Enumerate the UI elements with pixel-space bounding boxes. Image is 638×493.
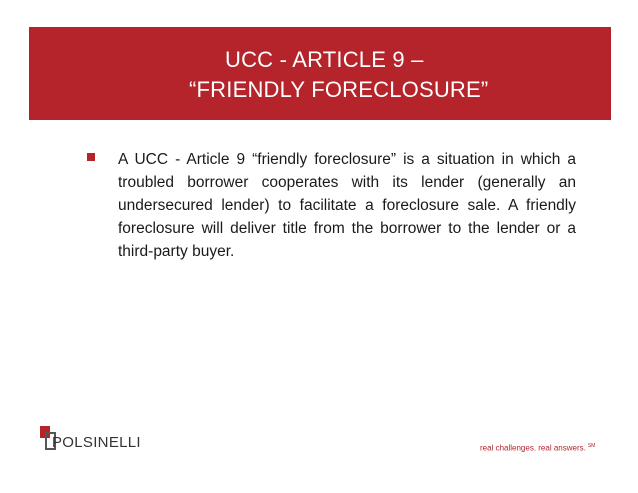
slide-title-line-1: UCC - ARTICLE 9 – <box>225 47 424 72</box>
slide-title-line-2: “FRIENDLY FORECLOSURE” <box>189 77 489 102</box>
polsinelli-logo <box>40 426 170 452</box>
title-banner <box>29 27 611 120</box>
tagline-text: real challenges. real answers. <box>480 443 586 453</box>
bullet-text: A UCC - Article 9 “friendly foreclosure” is a situation in which a troubled borrower cooperates with its lender (generally an undersecured lender) to facilitate a foreclosure sale. A friendly foreclosure will deliver title from the borrower to the lender or a third-party buyer. <box>118 151 576 260</box>
footer-tagline <box>480 443 595 453</box>
service-mark: SM <box>587 443 596 449</box>
logo-text: POLSINELLI <box>52 434 141 451</box>
square-bullet-icon <box>87 153 95 161</box>
